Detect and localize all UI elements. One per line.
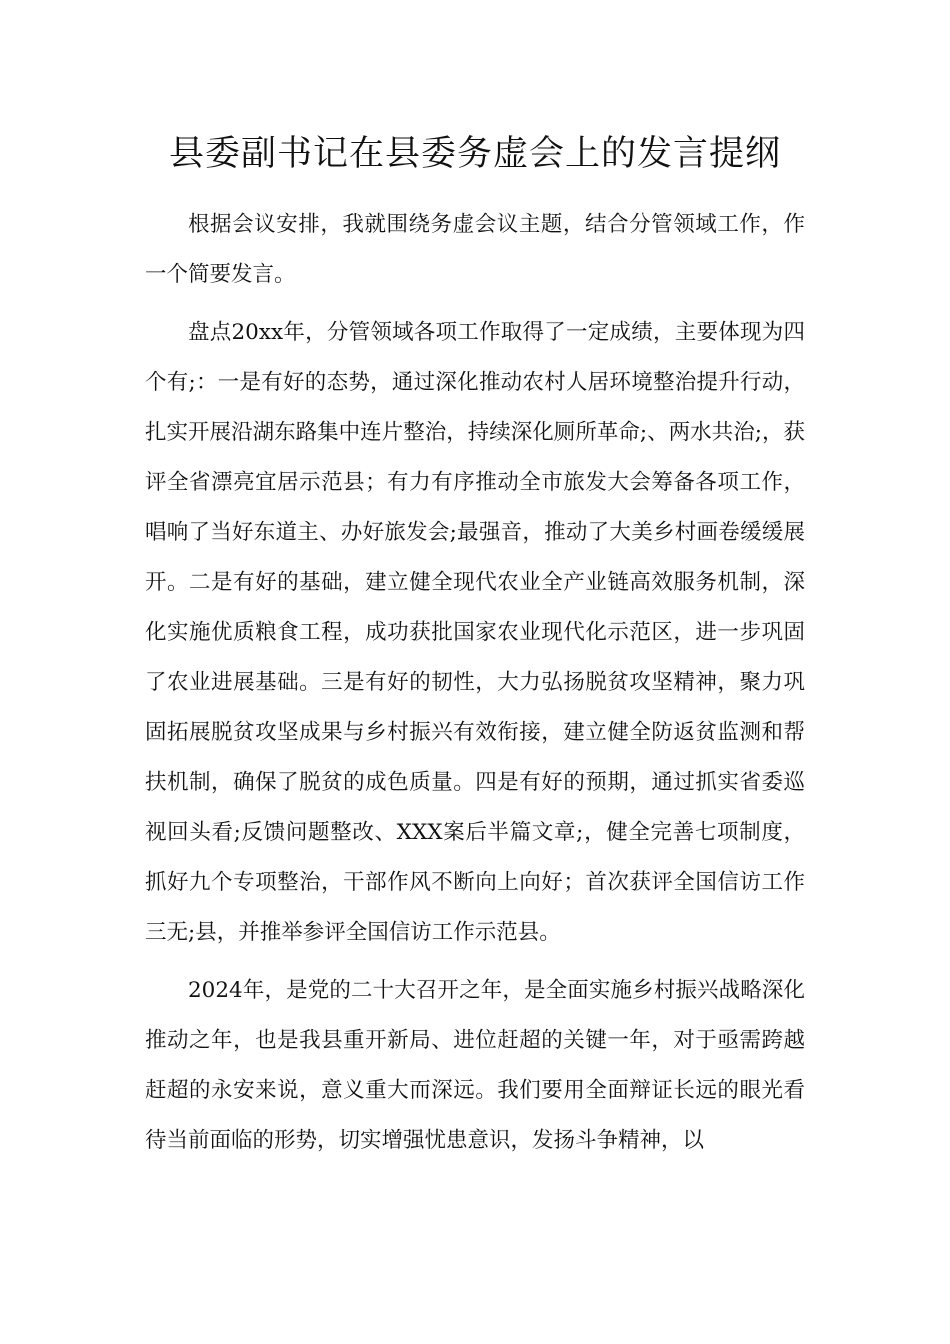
paragraph-outlook: 2024年，是党的二十大召开之年，是全面实施乡村振兴战略深化推动之年，也是我县重开新局、进位赶超的关键一年，对于亟需跨越赶超的永安来说，意义重大而深远。我们要用全面辩证长远的眼光看待当前面临的形势，切实增强忧患意识，发扬斗争精神，以: [145, 978, 805, 1153]
document-title: 县委副书记在县委务虚会上的发言提纲: [168, 134, 781, 174]
paragraph-intro: 根据会议安排，我就围绕务虚会议主题，结合分管领域工作，作一个简要发言。: [145, 212, 805, 287]
document-body: [145, 200, 805, 1174]
paragraph-achievements: 盘点20xx年，分管领域各项工作取得了一定成绩，主要体现为四个有;：一是有好的态势，通过深化推动农村人居环境整治提升行动，扎实开展沿湖东路集中连片整治，持续深化厕所革命;、两水共治;，获评全省漂亮宜居示范县；有力有序推动全市旅发大会筹备各项工作，唱响了当好东道主、办好旅发会;最强音，推动了大美乡村画卷缓缓展开。二是有好的基础，建立健全现代农业全产业链高效服务机制，深化实施优质粮食工程，成功获批国家农业现代化示范区，进一步巩固了农业进展基础。三是有好的韧性，大力弘扬脱贫攻坚精神，聚力巩固拓展脱贫攻坚成果与乡村振兴有效衔接，建立健全防返贫监测和帮扶机制，确保了脱贫的成色质量。四是有好的预期，通过抓实省委巡视回头看;反馈问题整改、XXX案后半篇文章;，健全完善七项制度，抓好九个专项整治，干部作风不断向上向好；首次获评全国信访工作三无;县，并推举参评全国信访工作示范县。: [145, 320, 805, 945]
